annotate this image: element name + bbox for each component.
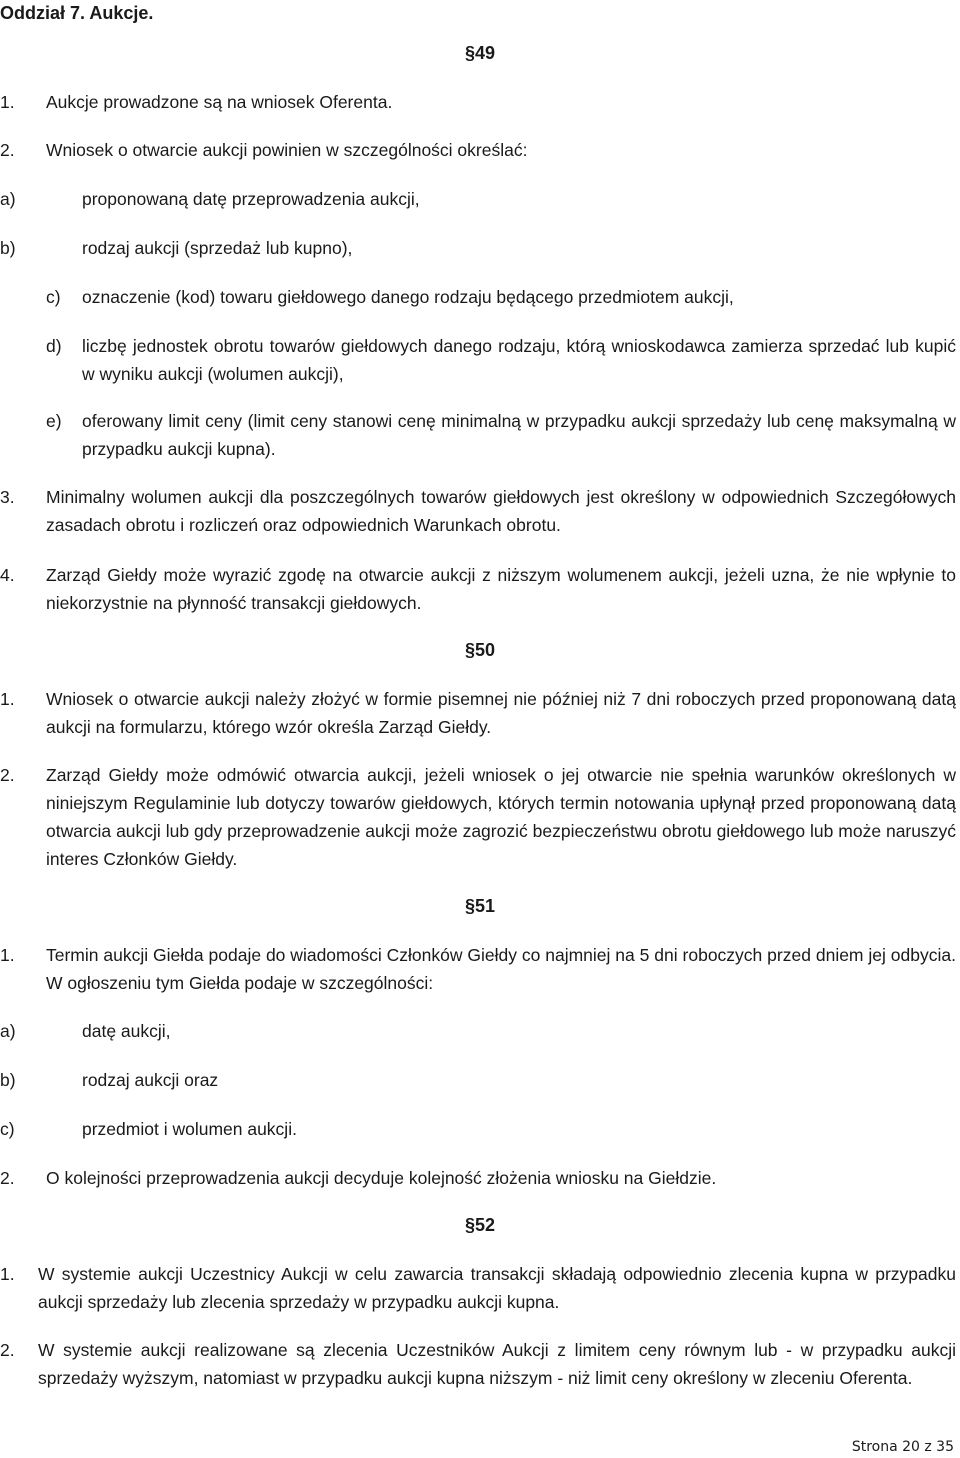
s49-subitem-e (0, 407, 956, 463)
subitem-letter: e) (46, 411, 62, 431)
item-text: Minimalny wolumen aukcji dla poszczególnych towarów giełdowych jest określony w odpowiednich Szczegółowych zasadach obrotu i rozliczeń oraz odpowiednich Warunkach obrotu. (46, 487, 956, 535)
subitem-text: oferowany limit ceny (limit ceny stanowi cenę minimalną w przypadku aukcji sprzedaży lub cenę maksymalną w przypadku aukcji kupna). (82, 411, 956, 459)
subitem-letter: c) (0, 1119, 15, 1139)
item-number: 2. (0, 140, 15, 160)
section-50-heading: §50 (464, 640, 496, 660)
item-number: 3. (0, 487, 15, 507)
subitem-text: proponowaną datę przeprowadzenia aukcji, (82, 189, 420, 209)
s49-subitem-a (0, 185, 956, 213)
item-number: 1. (0, 92, 15, 112)
subitem-text: datę aukcji, (82, 1021, 171, 1041)
chapter-heading: Oddział 7. Aukcje. (0, 3, 154, 23)
subitem-text: rodzaj aukcji oraz (82, 1070, 219, 1090)
item-number: 1. (0, 689, 15, 709)
item-text: Zarząd Giełdy może odmówić otwarcia aukcji, jeżeli wniosek o jej otwarcie nie spełnia warunków określonych w niniejszym Regulaminie lub dotyczy towarów giełdowych, których termin notowania upłynął przed proponowaną datą otwarcia aukcji lub gdy przeprowadzenie aukcji może zagrozić bezpieczeństwu obrotu giełdowego lub może naruszyć interes Członków Giełdy. (46, 765, 956, 869)
s52-item-1 (0, 1260, 956, 1316)
subitem-letter: a) (0, 189, 16, 209)
item-number: 1. (0, 1264, 15, 1284)
item-number: 4. (0, 565, 15, 585)
section-49-heading: §49 (464, 43, 496, 63)
s49-subitem-b (0, 234, 956, 262)
s49-subitem-c (0, 283, 956, 311)
s51-subitem-a (0, 1017, 956, 1045)
subitem-text: rodzaj aukcji (sprzedaż lub kupno), (82, 238, 353, 258)
subitem-text: przedmiot i wolumen aukcji. (82, 1119, 297, 1139)
item-text: W systemie aukcji Uczestnicy Aukcji w celu zawarcia transakcji składają odpowiednio zlecenia kupna w przypadku aukcji sprzedaży lub zlecenia sprzedaży w przypadku aukcji kupna. (38, 1264, 956, 1312)
s49-item-4 (0, 561, 956, 617)
s51-item-1 (0, 941, 956, 997)
page-number-footer: Strona 20 z 35 (851, 1439, 954, 1455)
item-text: O kolejności przeprowadzenia aukcji decyduje kolejność złożenia wniosku na Giełdzie. (46, 1168, 717, 1188)
subitem-text: liczbę jednostek obrotu towarów giełdowych danego rodzaju, którą wnioskodawca zamierza sprzedać lub kupić w wyniku aukcji (wolumen aukcji), (82, 336, 956, 384)
s50-item-1 (0, 685, 956, 741)
subitem-letter: d) (46, 336, 62, 356)
s49-item-1 (0, 88, 956, 116)
section-52-heading: §52 (464, 1215, 496, 1235)
s49-subitem-d (0, 332, 956, 388)
item-text: Zarząd Giełdy może wyrazić zgodę na otwarcie aukcji z niższym wolumenem aukcji, jeżeli uzna, że nie wpłynie to niekorzystnie na płynność transakcji giełdowych. (46, 565, 956, 613)
section-51-heading: §51 (464, 896, 496, 916)
s51-item-2 (0, 1164, 956, 1192)
item-text: Wniosek o otwarcie aukcji powinien w szczególności określać: (46, 140, 528, 160)
subitem-letter: b) (0, 238, 16, 258)
item-text: Aukcje prowadzone są na wniosek Oferenta. (46, 92, 393, 112)
s50-item-2 (0, 761, 956, 873)
subitem-text: oznaczenie (kod) towaru giełdowego danego rodzaju będącego przedmiotem aukcji, (82, 287, 734, 307)
subitem-letter: a) (0, 1021, 16, 1041)
item-text: W systemie aukcji realizowane są zlecenia Uczestników Aukcji z limitem ceny równym lub - w przypadku aukcji sprzedaży wyższym, natomiast w przypadku aukcji kupna niższym - niż limit ceny określony w zleceniu Oferenta. (38, 1340, 956, 1388)
item-text: Wniosek o otwarcie aukcji należy złożyć w formie pisemnej nie później niż 7 dni roboczych przed proponowaną datą aukcji na formularzu, którego wzór określa Zarząd Giełdy. (46, 689, 956, 737)
item-number: 2. (0, 1340, 15, 1360)
s52-item-2 (0, 1336, 956, 1392)
s49-item-3 (0, 483, 956, 539)
item-text: Termin aukcji Giełda podaje do wiadomości Członków Giełdy co najmniej na 5 dni roboczych przed dniem jej odbycia. W ogłoszeniu tym Giełda podaje w szczególności: (46, 945, 956, 993)
s51-subitem-c (0, 1115, 956, 1143)
item-number: 2. (0, 1168, 15, 1188)
item-number: 1. (0, 945, 15, 965)
s51-subitem-b (0, 1066, 956, 1094)
subitem-letter: b) (0, 1070, 16, 1090)
subitem-letter: c) (46, 287, 61, 307)
s49-item-2 (0, 136, 956, 164)
item-number: 2. (0, 765, 15, 785)
